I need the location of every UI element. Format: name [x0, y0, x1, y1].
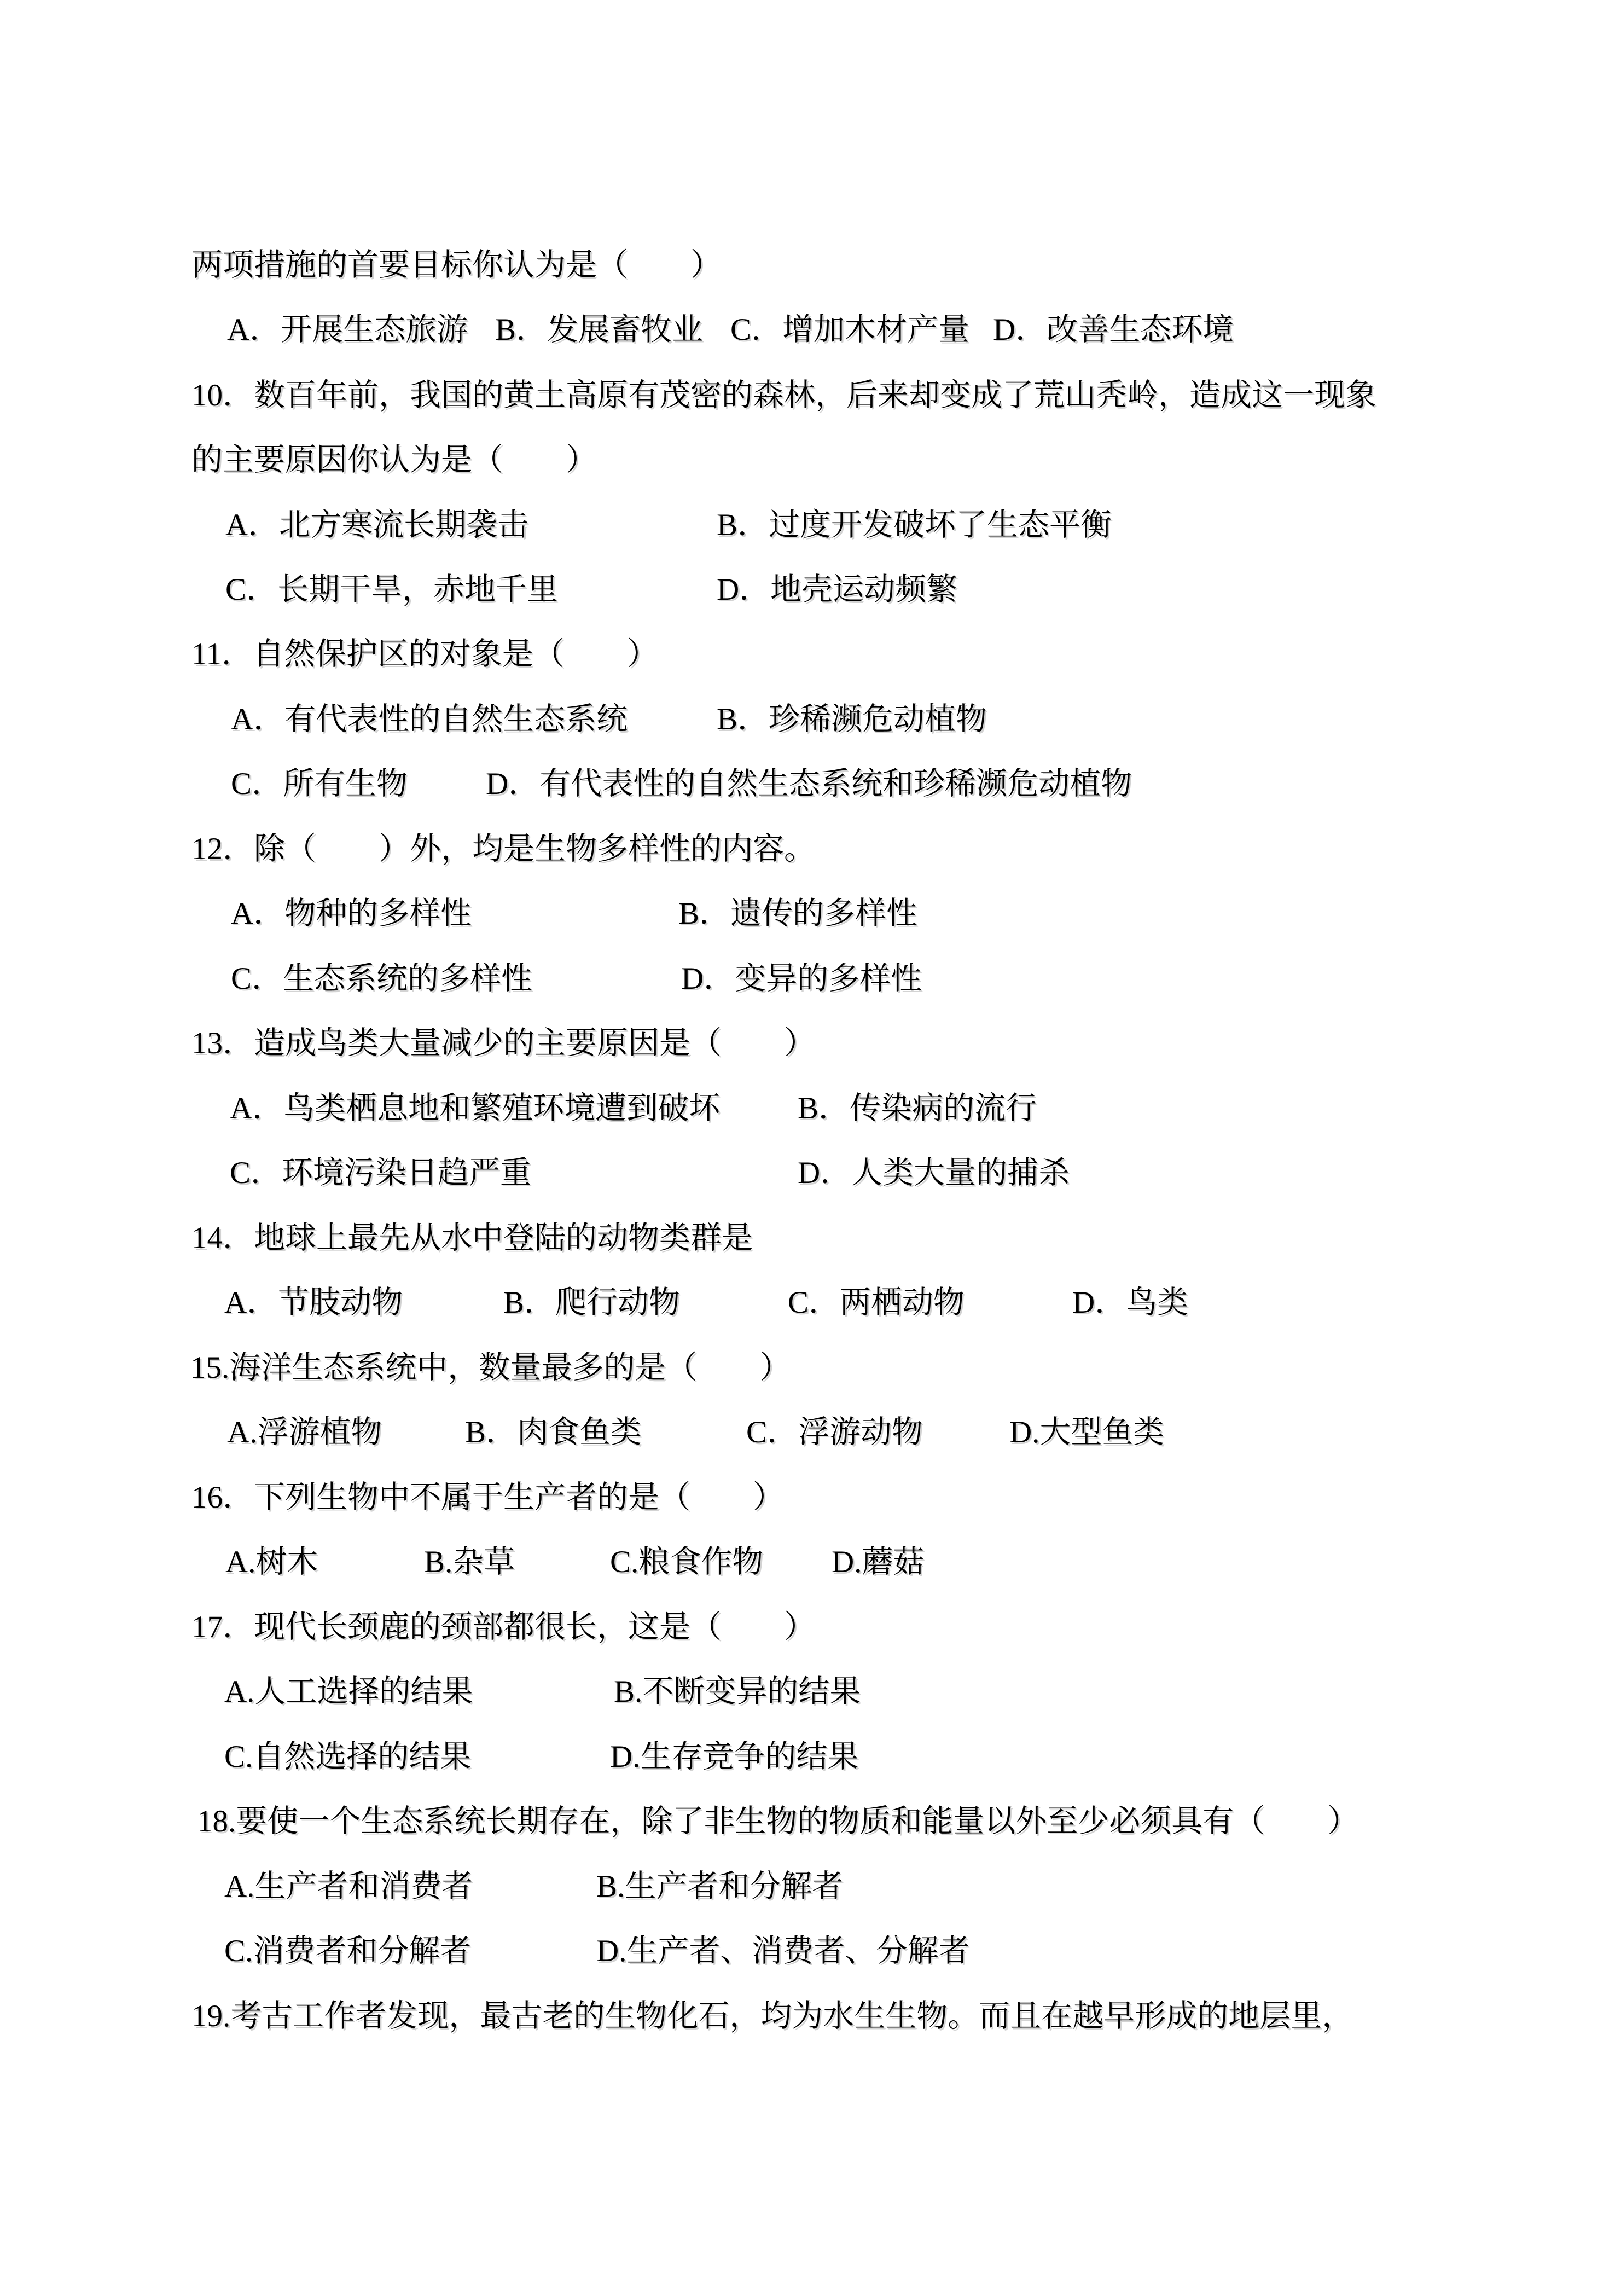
question-11-stem: 11．自然保护区的对象是（ ） — [191, 637, 658, 671]
question-18-option-b: B.生产者和分解者 — [596, 1869, 844, 1904]
question-13-option-b: B．传染病的流行 — [798, 1091, 1037, 1126]
question-18-stem: 18.要使一个生态系统长期存在，除了非生物的物质和能量以外至少必须具有（ ） — [197, 1804, 1359, 1839]
question-17-option-a: A.人工选择的结果 — [224, 1674, 473, 1709]
question-15-stem: 15.海洋生态系统中，数量最多的是（ ） — [190, 1350, 791, 1385]
question-15-option-b: B．肉食鱼类 — [465, 1415, 642, 1450]
question-11-option-b: B．珍稀濒危动植物 — [717, 702, 987, 737]
question-15-option-a: A.浮游植物 — [227, 1415, 382, 1450]
question-18-option-a: A.生产者和消费者 — [224, 1869, 473, 1904]
question-17-option-b: B.不断变异的结果 — [614, 1674, 861, 1709]
question-11-option-c: C．所有生物 — [231, 767, 408, 801]
question-17-option-c: C.自然选择的结果 — [224, 1740, 472, 1774]
question-16-option-b: B.杂草 — [424, 1545, 515, 1579]
question-9-stem-continuation: 两项措施的首要目标你认为是（ ） — [191, 248, 722, 282]
question-16-stem: 16．下列生物中不属于生产者的是（ ） — [191, 1480, 784, 1515]
question-14-option-c: C．两栖动物 — [788, 1285, 965, 1320]
question-14-option-b: B．爬行动物 — [503, 1285, 681, 1320]
question-17-option-d: D.生存竞争的结果 — [610, 1740, 859, 1774]
question-9-option-d: D．改善生态环境 — [993, 312, 1234, 347]
question-13-option-c: C．环境污染日趋严重 — [230, 1156, 532, 1190]
question-16-option-a: A.树木 — [225, 1545, 318, 1579]
question-10-stem-line1: 10．数百年前，我国的黄土高原有茂密的森林，后来却变成了荒山秃岭，造成这一现象 — [191, 378, 1376, 413]
question-12-option-a: A．物种的多样性 — [231, 896, 472, 931]
question-9-option-a: A．开展生态旅游 — [227, 312, 468, 347]
question-10-option-d: D．地壳运动频繁 — [717, 572, 958, 607]
question-10-stem-line2: 的主要原因你认为是（ ） — [191, 443, 597, 477]
question-12-option-b: B．遗传的多样性 — [678, 896, 918, 931]
question-11-option-d: D．有代表性的自然生态系统和珍稀濒危动植物 — [486, 767, 1132, 801]
question-9-option-c: C．增加木材产量 — [730, 312, 970, 347]
question-14-option-d: D．鸟类 — [1072, 1285, 1189, 1320]
question-9-option-b: B．发展畜牧业 — [495, 312, 704, 347]
question-12-stem: 12．除（ ）外，均是生物多样性的内容。 — [191, 832, 815, 866]
question-17-stem: 17．现代长颈鹿的颈部都很长，这是（ ） — [191, 1610, 815, 1644]
question-14-option-a: A．节肢动物 — [224, 1285, 403, 1320]
question-18-option-d: D.生产者、消费者、分解者 — [596, 1934, 970, 1968]
question-18-option-c: C.消费者和分解者 — [224, 1934, 472, 1968]
question-12-option-c: C．生态系统的多样性 — [231, 961, 533, 996]
question-10-option-a: A．北方寒流长期袭击 — [225, 508, 529, 542]
question-12-option-d: D．变异的多样性 — [681, 961, 922, 996]
question-10-option-c: C．长期干旱，赤地千里 — [225, 572, 559, 607]
question-14-stem: 14．地球上最先从水中登陆的动物类群是 — [191, 1221, 753, 1255]
question-13-option-d: D．人类大量的捕杀 — [798, 1156, 1070, 1190]
question-16-option-d: D.蘑菇 — [832, 1545, 925, 1579]
question-16-option-c: C.粮食作物 — [610, 1545, 764, 1579]
question-15-option-c: C．浮游动物 — [746, 1415, 923, 1450]
question-10-option-b: B．过度开发破坏了生态平衡 — [717, 508, 1112, 542]
question-19-stem-line1: 19.考古工作者发现，最古老的生物化石，均为水生生物。而且在越早形成的地层里， — [191, 1999, 1353, 2033]
question-11-option-a: A．有代表性的自然生态系统 — [231, 702, 628, 737]
question-13-stem: 13．造成鸟类大量减少的主要原因是（ ） — [191, 1026, 815, 1060]
question-13-option-a: A．鸟类栖息地和繁殖环境遭到破坏 — [230, 1091, 721, 1126]
question-15-option-d: D.大型鱼类 — [1009, 1415, 1165, 1450]
